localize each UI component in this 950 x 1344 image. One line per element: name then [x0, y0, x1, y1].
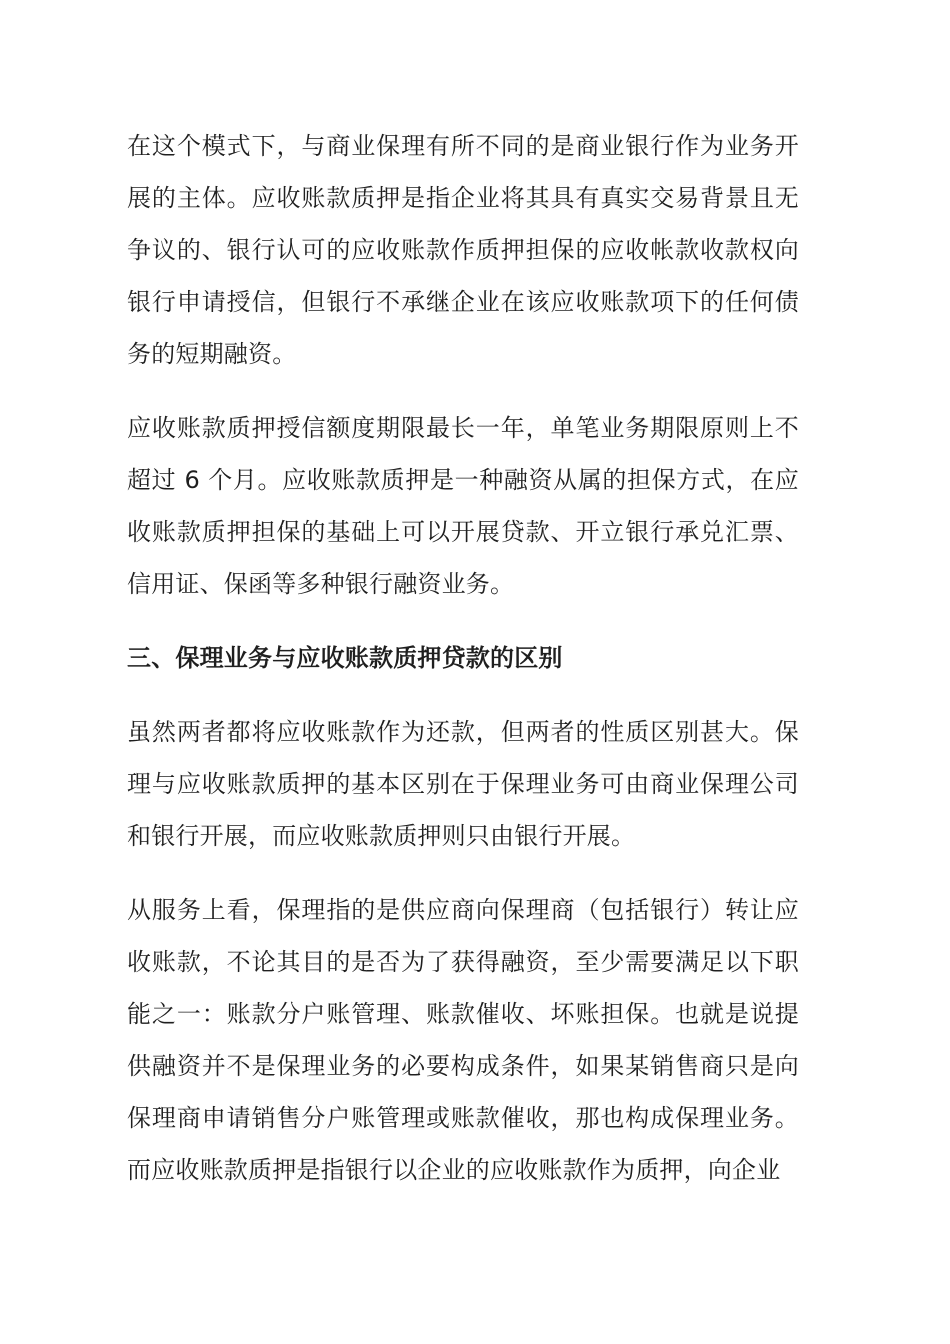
- paragraph-difference-summary: 虽然两者都将应收账款作为还款，但两者的性质区别甚大。保理与应收账款质押的基本区别在于保理业务可由商业保理公司和银行开展，而应收账款质押则只由银行开展。: [127, 718, 799, 850]
- section-heading: 三、保理业务与应收账款质押贷款的区别: [127, 644, 563, 672]
- paragraph-mode-description: 在这个模式下，与商业保理有所不同的是商业银行作为业务开展的主体。应收账款质押是指企业将其具有真实交易背景且无争议的、银行认可的应收账款作质押担保的应收帐款收款权向银行申请授信，但银行不承继企业在该应收账款项下的任何债务的短期融资。: [127, 132, 799, 368]
- document-body: [127, 120, 799, 1218]
- paragraph-pledge-term: 应收账款质押授信额度期限最长一年，单笔业务期限原则上不超过 6 个月。应收账款质押是一种融资从属的担保方式，在应收账款质押担保的基础上可以开展贷款、开立银行承兑汇票、信用证、保函等多种银行融资业务。: [127, 414, 799, 598]
- paragraph-service-comparison: 从服务上看，保理指的是供应商向保理商（包括银行）转让应收账款，不论其目的是否为了获得融资，至少需要满足以下职能之一：账款分户账管理、账款催收、坏账担保。也就是说提供融资并不是保理业务的必要构成条件，如果某销售商只是向保理商申请销售分户账管理或账款催收，那也构成保理业务。而应收账款质押是指银行以企业的应收账款作为质押，向企业: [127, 896, 799, 1184]
